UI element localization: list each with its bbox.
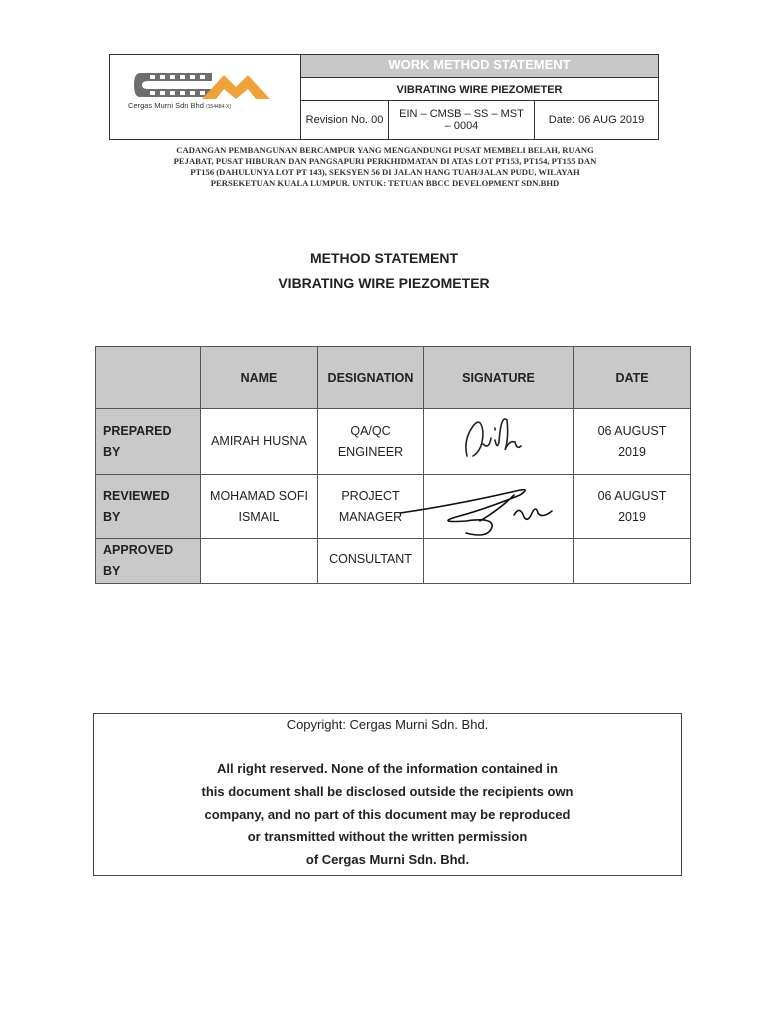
table-row-reviewed bbox=[96, 475, 691, 539]
row-label-approved: APPROVED BY bbox=[96, 539, 201, 584]
prepared-date: 06 AUGUST 2019 bbox=[574, 409, 691, 475]
revision-number: Revision No. 00 bbox=[301, 101, 389, 139]
doc-title: METHOD STATEMENT bbox=[309, 250, 459, 266]
approved-date bbox=[574, 539, 691, 584]
reviewed-signature bbox=[424, 475, 574, 539]
header-date: DATE bbox=[574, 347, 691, 409]
document-number: EIN – CMSB – SS – MST – 0004 bbox=[389, 101, 535, 139]
copyright-line: Copyright: Cergas Murni Sdn. Bhd. bbox=[286, 717, 489, 732]
row-label-reviewed: REVIEWED BY bbox=[96, 475, 201, 539]
reviewed-signature-mark bbox=[396, 483, 566, 539]
approval-table bbox=[95, 346, 691, 584]
row-label-prepared: PREPARED BY bbox=[96, 409, 201, 475]
header-date: Date: 06 AUG 2019 bbox=[548, 114, 645, 126]
company-logo bbox=[132, 69, 272, 101]
approved-signature bbox=[424, 539, 574, 584]
document-header bbox=[109, 54, 659, 140]
copyright-notice: All right reserved. None of the information contained in this document shall be disclosed outside the recipients own company, and no part of this document may be reproduced or transmitted without the written permission of Cergas Murni Sdn. Bhd. bbox=[201, 761, 574, 868]
logo-cell bbox=[110, 55, 301, 139]
header-signature: SIGNATURE bbox=[424, 347, 574, 409]
company-reg: (154484-X) bbox=[205, 104, 231, 110]
table-row-approved bbox=[96, 539, 691, 584]
work-method-statement-band: WORK METHOD STATEMENT bbox=[301, 55, 658, 77]
company-name: Cergas Murni Sdn Bhd (154484-X) bbox=[128, 101, 231, 110]
project-description: CADANGAN PEMBANGUNAN BERCAMPUR YANG MENGANDUNGI PUSAT MEMBELI BELAH, RUANG PEJABAT, PUSAT HIBURAN DAN PANGSAPURI PERKHIDMATAN DI ATAS LOT PT153, PT154, PT155 DAN PT156 (DAHULUNYA LOT PT 143), SEKSYEN 56 DI JALAN HANG TUAH/JALAN PUDU, WILAYAH PERSEKETUAN KUALA LUMPUR. UNTUK: TETUAN BBCC DEVELOPMENT SDN.BHD bbox=[173, 145, 597, 188]
approved-designation: CONSULTANT bbox=[318, 539, 424, 584]
table-row-prepared bbox=[96, 409, 691, 475]
doc-subtitle: VIBRATING WIRE PIEZOMETER bbox=[278, 275, 490, 291]
reviewed-name: MOHAMAD SOFI ISMAIL bbox=[201, 475, 318, 539]
reviewed-date: 06 AUGUST 2019 bbox=[574, 475, 691, 539]
copyright-box bbox=[93, 713, 682, 876]
table-header-row bbox=[96, 347, 691, 409]
prepared-designation: QA/QC ENGINEER bbox=[318, 409, 424, 475]
header-subtitle: VIBRATING WIRE PIEZOMETER bbox=[301, 77, 658, 101]
prepared-name: AMIRAH HUSNA bbox=[201, 409, 318, 475]
approved-name bbox=[201, 539, 318, 584]
header-name: NAME bbox=[201, 347, 318, 409]
table-header-blank bbox=[96, 347, 201, 409]
header-designation: DESIGNATION bbox=[318, 347, 424, 409]
reviewed-designation: PROJECT MANAGER bbox=[318, 475, 424, 539]
prepared-signature bbox=[424, 409, 574, 475]
prepared-signature-mark bbox=[459, 410, 539, 466]
